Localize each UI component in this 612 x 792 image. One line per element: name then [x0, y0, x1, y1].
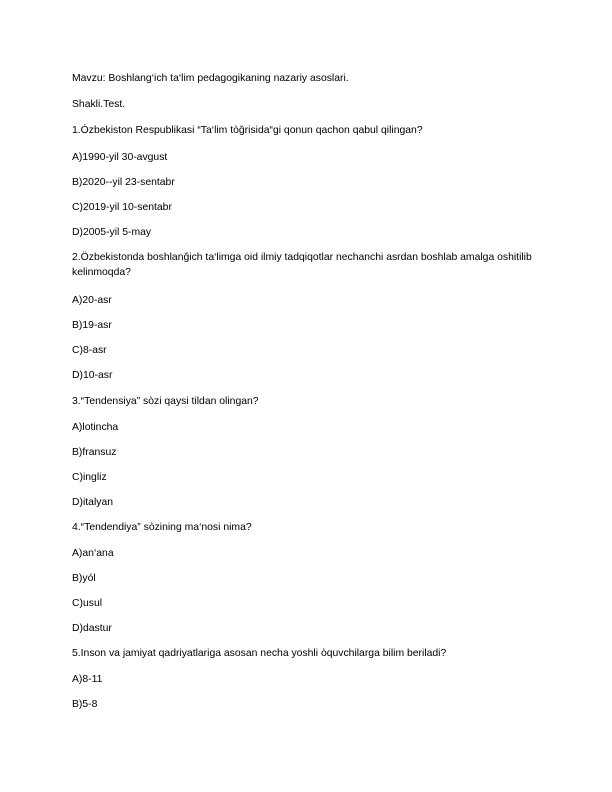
q2-option-d: D)10-asr	[72, 370, 113, 381]
q2-option-c: C)8-asr	[72, 345, 107, 356]
question-3: 3.“Tendensiya” sòzi qaysi tildan olingan?	[72, 396, 259, 407]
q2-option-b: B)19-asr	[72, 320, 112, 331]
q3-option-a: A)lotincha	[72, 422, 119, 433]
q5-option-a: A)8-11	[72, 674, 103, 685]
q4-option-d: D)dastur	[72, 623, 112, 634]
q1-option-a: A)1990-yil 30-avgust	[72, 152, 168, 163]
topic-line: Mavzu: Boshlang‘ich ta‘lim pedagogikaning nazariy asoslari.	[72, 73, 349, 84]
q1-option-b: B)2020--yil 23-sentabr	[72, 177, 175, 188]
q4-option-c: C)usul	[72, 598, 103, 609]
q4-option-a: A)an‘ana	[72, 548, 114, 559]
q4-option-b: B)yól	[72, 573, 96, 584]
form-line: Shakli.Test.	[72, 99, 126, 110]
q3-option-b: B)fransuz	[72, 447, 117, 458]
q2-option-a: A)20-asr	[72, 295, 112, 306]
question-2: 2.Özbekistonda boshlanğich ta‘limga oid ilmiy tadqiqotlar nechanchi asrdan boshlab amalga oshitilib kelinmoqda?	[72, 252, 532, 278]
question-1: 1.Ózbekiston Respublikasi “Ta‘lim tòğrisida“gi qonun qachon qabul qilingan?	[72, 125, 423, 136]
q1-option-d: D)2005-yil 5-may	[72, 227, 152, 238]
q1-option-c: C)2019-yil 10-sentabr	[72, 202, 172, 213]
q3-option-d: D)italyan	[72, 497, 113, 508]
question-5: 5.Inson va jamiyat qadriyatlariga asosan necha yoshli òquvchilarga bilim beriladi?	[72, 648, 447, 659]
q5-option-b: B)5-8	[72, 699, 98, 710]
question-4: 4.“Tendendiya” sòzining ma‘nosi nima?	[72, 522, 252, 533]
q3-option-c: C)ingliz	[72, 472, 107, 483]
